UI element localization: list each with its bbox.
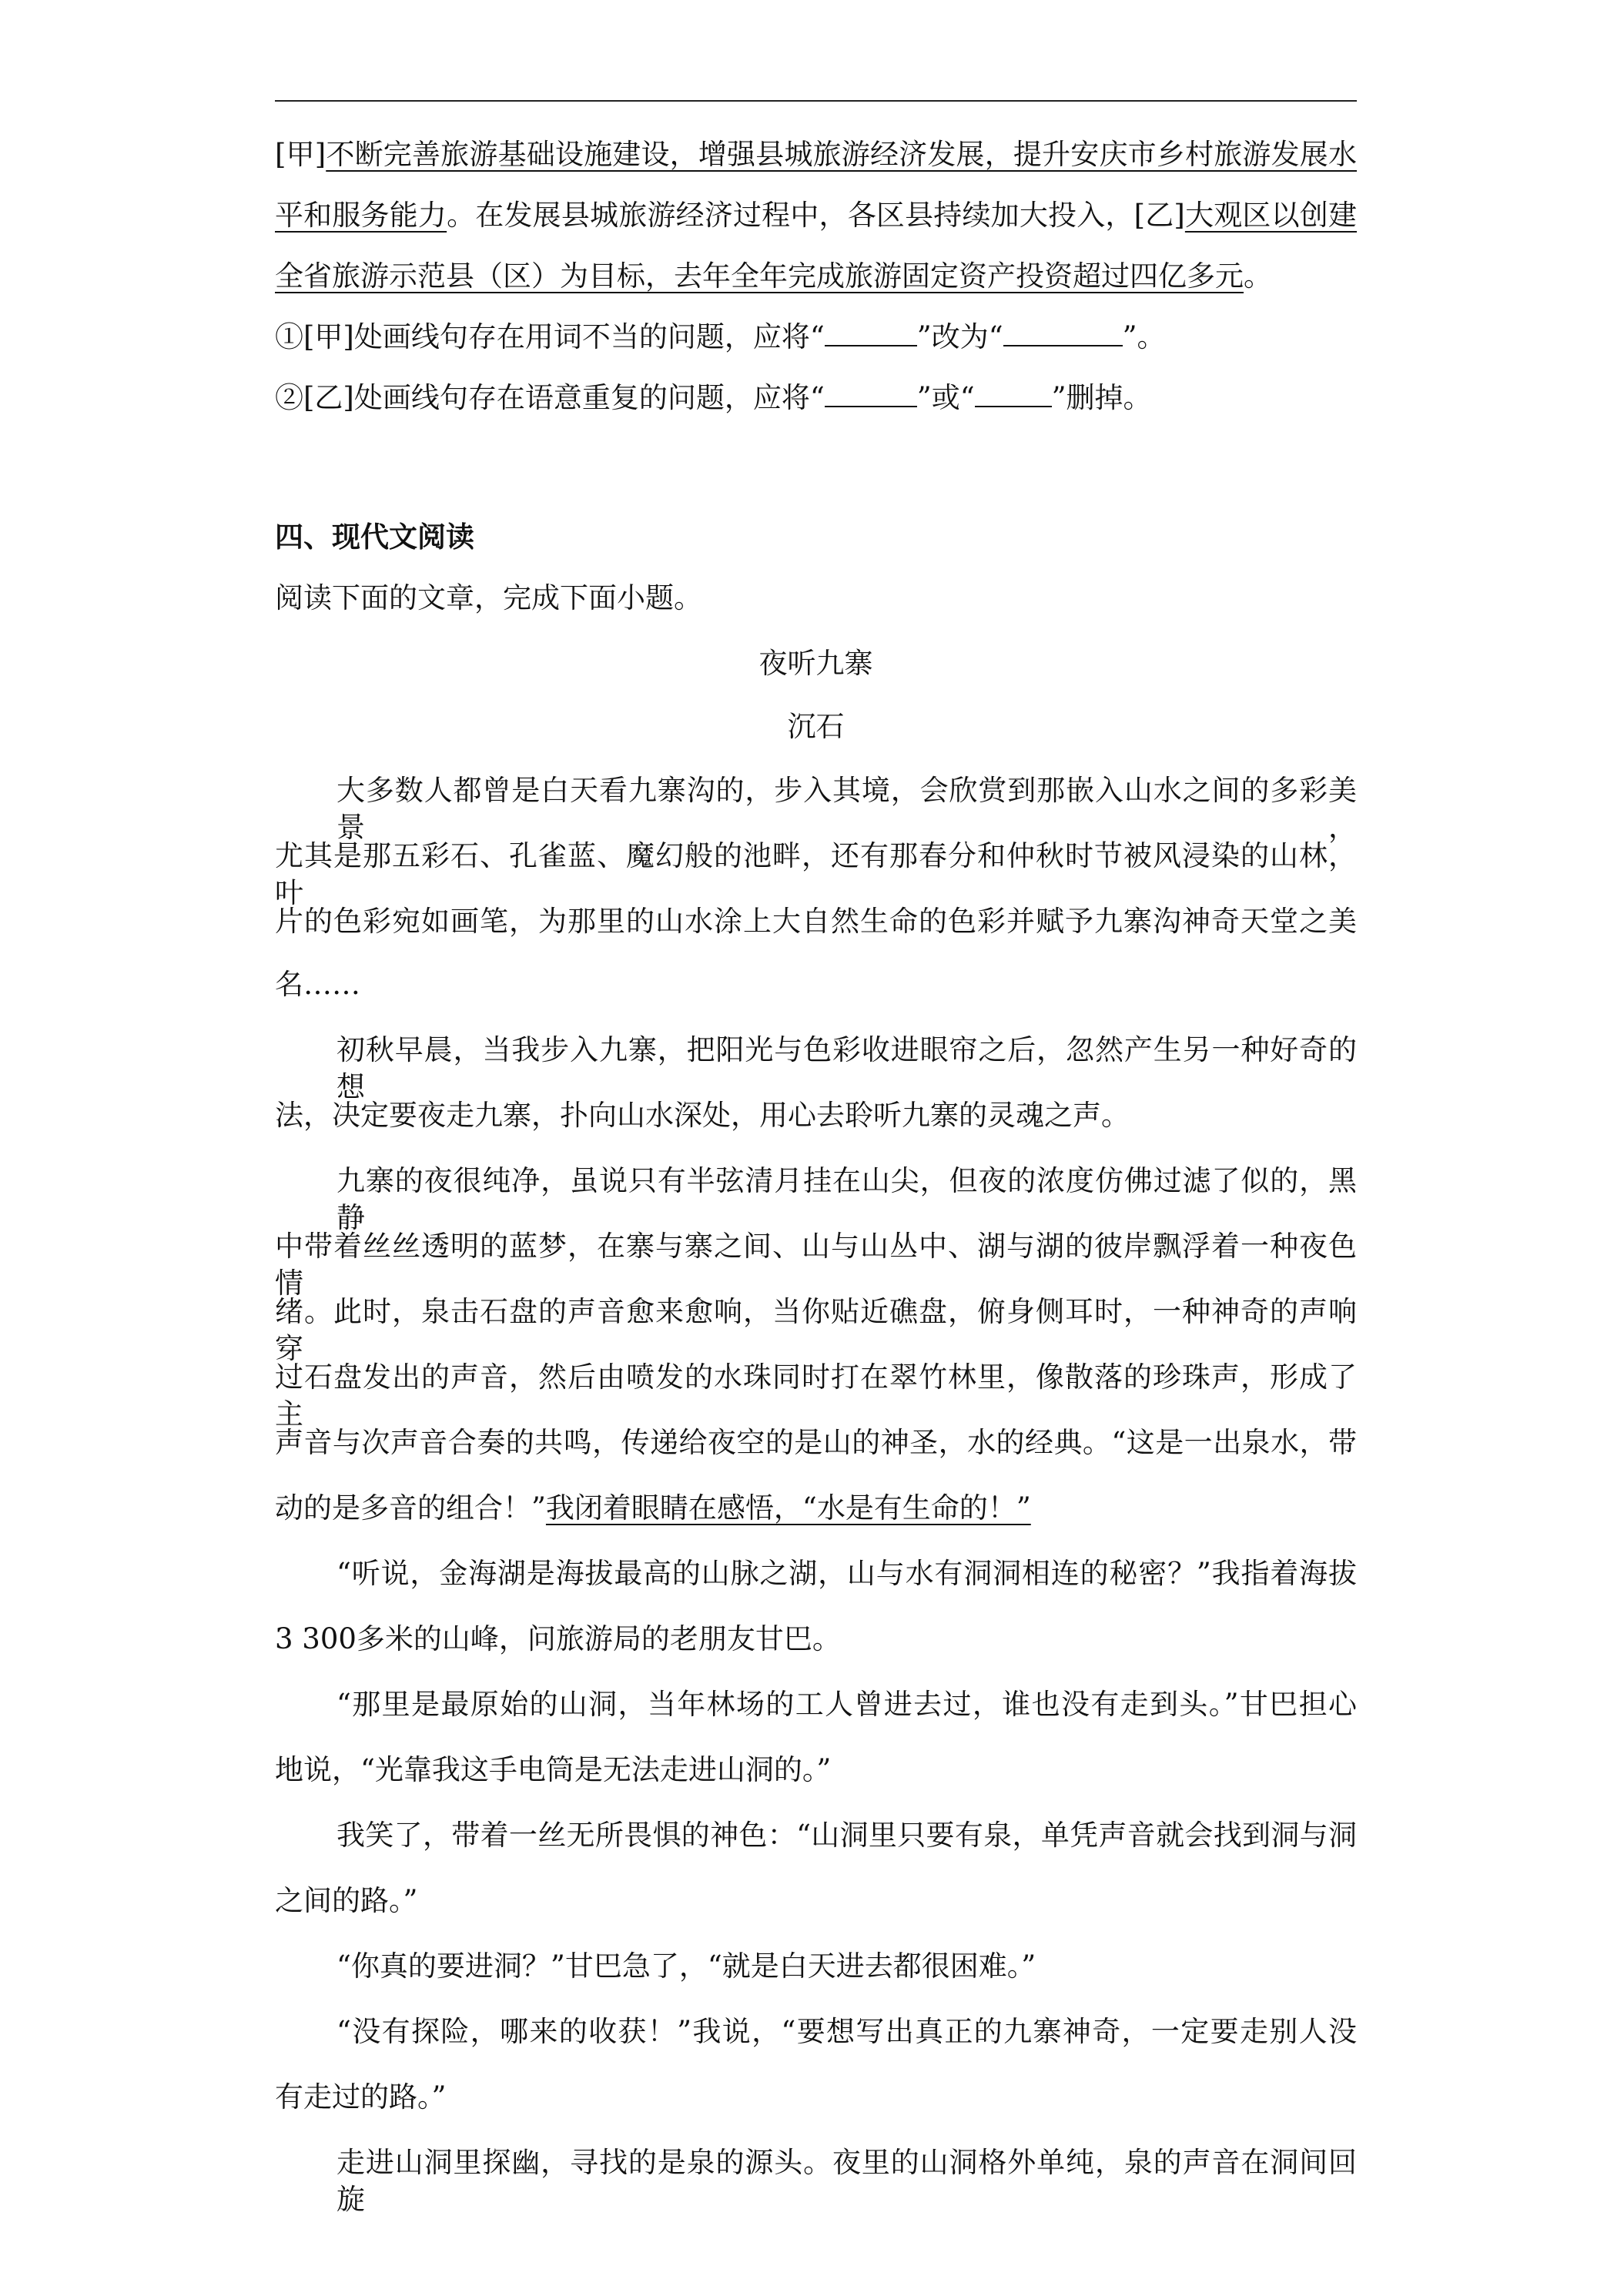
article-line: 过石盘发出的声音，然后由喷发的水珠同时打在翠竹林里，像散落的珍珠声，形成了主 [275,1361,1357,1431]
underlined-sentence-yi: 大观区以创建 [1184,199,1357,232]
article-line: 我笑了，带着一丝无所畏惧的神色：“山洞里只要有泉，单凭声音就会找到洞与洞 [337,1819,1357,1852]
article-line: “你真的要进洞？”甘巴急了，“就是白天进去都很困难。” [337,1950,1036,1983]
top-rule [275,100,1357,102]
article-line: 大多数人都曾是白天看九寨沟的，步入其境，会欣赏到那嵌入山水之间的多彩美景， [337,774,1357,844]
underlined-sentence-jia: 不断完善旅游基础设施建设，增强县城旅游经济发展，提升安庆市乡村旅游发展水 [326,138,1357,171]
question-1-text-a: ①[甲]处画线句存在用词不当的问题，应将“ [275,320,825,353]
article-line: 名…… [275,968,360,1001]
article-line: “没有探险，哪来的收获！”我说，“要想写出真正的九寨神奇，一定要走别人没 [337,2015,1357,2048]
answer-blank-1b[interactable] [1003,322,1123,346]
answer-blank-1a[interactable] [825,322,917,346]
question-2 [275,380,1152,417]
underlined-sentence: 我闭着眼睛在感悟，“水是有生命的！” [545,1491,1031,1525]
article-line: 走进山洞里探幽，寻找的是泉的源头。夜里的山洞格外单纯，泉的声音在洞间回旋 [337,2146,1357,2216]
article-line: 片的色彩宛如画笔，为那里的山水涂上大自然生命的色彩并赋予九寨沟神奇天堂之美 [275,905,1357,938]
article-line: 法，决定要夜走九寨，扑向山水深处，用心去聆听九寨的灵魂之声。 [275,1099,1130,1132]
article-line [275,1490,1031,1527]
article-line: “听说，金海湖是海拔最高的山脉之湖，山与水有洞洞相连的秘密？”我指着海拔 [337,1557,1357,1590]
article-line: 有走过的路。” [275,2080,447,2114]
article-line: 九寨的夜很纯净，虽说只有半弦清月挂在山尖，但夜的浓度仿佛过滤了似的，黑静 [337,1164,1357,1234]
question-2-text-b: ”或“ [916,381,975,414]
question-1-text-b: ”改为“ [916,320,1003,353]
article-title: 夜听九寨 [758,647,873,680]
tag-jia: [甲] [275,138,326,171]
tag-yi: [乙] [1133,199,1185,232]
intro-line-2 [275,197,1357,234]
article-line: “那里是最原始的山洞，当年林场的工人曾进去过，谁也没有走到头。”甘巴担心 [337,1688,1357,1721]
question-2-text-c: ”删掉。 [1051,381,1152,414]
article-line: 初秋早晨，当我步入九寨，把阳光与色彩收进眼帘之后，忽然产生另一种好奇的想 [337,1033,1357,1103]
question-1-text-c: ”。 [1122,320,1166,353]
article-line: 之间的路。” [275,1884,418,1917]
article-line: 声音与次声音合奏的共鸣，传递给夜空的是山的神圣，水的经典。“这是一出泉水，带 [275,1426,1357,1459]
intro-period: 。 [1244,259,1272,293]
question-2-text-a: ②[乙]处画线句存在语意重复的问题，应将“ [275,381,825,414]
intro-text: 。在发展县城旅游经济过程中，各区县持续加大投入， [447,199,1134,232]
section-heading: 四、现代文阅读 [275,520,474,554]
article-line: 绪。此时，泉击石盘的声音愈来愈响，当你贴近礁盘，俯身侧耳时，一种神奇的声响穿 [275,1295,1357,1365]
answer-blank-2b[interactable] [975,383,1052,407]
underlined-sentence-jia-end: 平和服务能力 [275,199,447,232]
answer-blank-2a[interactable] [825,383,917,407]
article-line: 中带着丝丝透明的蓝梦，在寨与寨之间、山与山丛中、湖与湖的彼岸飘浮着一种夜色情 [275,1230,1357,1300]
article-line: 地说，“光靠我这手电筒是无法走进山洞的。” [275,1753,832,1786]
article-author: 沉石 [787,710,845,743]
article-text: 动的是多音的组合！” [275,1491,546,1525]
question-1 [275,319,1166,356]
intro-line-1 [275,136,1357,173]
reading-instruction: 阅读下面的文章，完成下面小题。 [275,581,702,614]
article-line: 3 300多米的山峰，问旅游局的老朋友甘巴。 [275,1622,841,1655]
intro-line-3 [275,258,1272,295]
article-line: 尤其是那五彩石、孔雀蓝、魔幻般的池畔，还有那春分和仲秋时节被风浸染的山林，叶 [275,839,1357,909]
underlined-sentence-yi-end: 全省旅游示范县（区）为目标，去年全年完成旅游固定资产投资超过四亿多元 [275,259,1244,293]
